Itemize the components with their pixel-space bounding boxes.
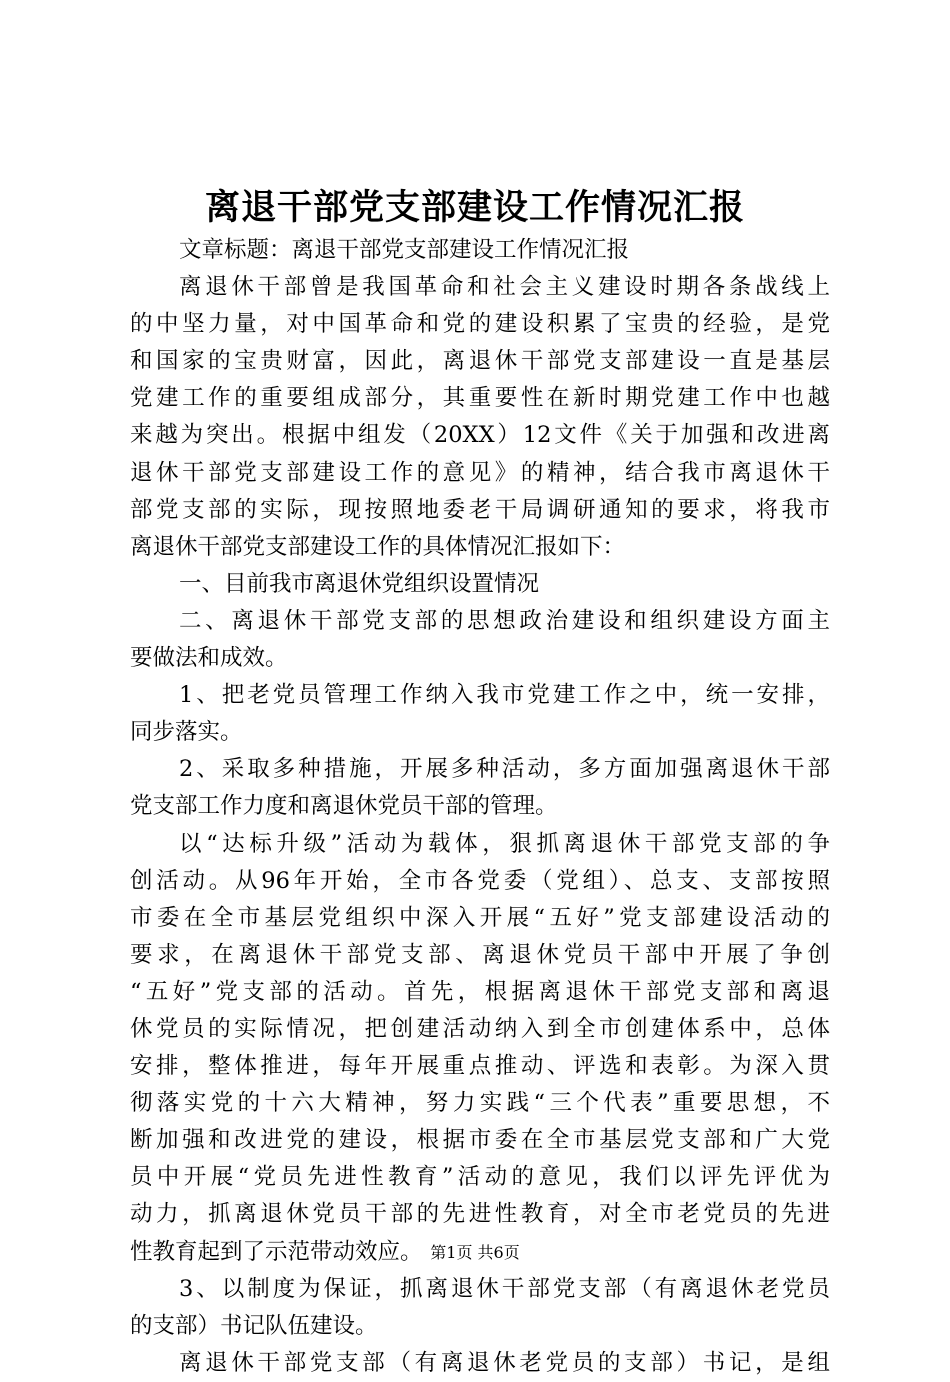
body-line: 党支部工作力度和离退休党员干部的管理。	[130, 793, 558, 820]
body-line: 彻落实党的十六大精神，努力实践“三个代表”重要思想，不	[130, 1090, 830, 1117]
body-line: 和国家的宝贵财富，因此，离退休干部党支部建设一直是基层	[130, 348, 830, 375]
body-line: 创活动。从96年开始，全市各党委（党组）、总支、支部按照	[130, 867, 830, 894]
body-line: 同步落实。	[130, 719, 243, 746]
body-line: “五好”党支部的活动。首先，根据离退休干部党支部和离退	[130, 978, 830, 1005]
body-line: 二、离退休干部党支部的思想政治建设和组织建设方面主	[179, 607, 830, 634]
body-line: 部党支部的实际，现按照地委老干局调研通知的要求，将我市	[130, 496, 830, 523]
body-line: 退休干部党支部建设工作的意见》的精神，结合我市离退休干	[130, 459, 830, 486]
body-line: 3、以制度为保证，抓离退休干部党支部（有离退休老党员	[179, 1275, 830, 1302]
body-line: 离退休干部党支部（有离退休老党员的支部）书记，是组	[179, 1349, 830, 1376]
body-line: 的中坚力量，对中国革命和党的建设积累了宝贵的经验，是党	[130, 311, 830, 338]
body-line: 的支部）书记队伍建设。	[130, 1312, 378, 1339]
body-line: 2、采取多种措施，开展多种活动，多方面加强离退休干部	[179, 756, 830, 783]
body-line: 离退休干部党支部建设工作的具体情况汇报如下：	[130, 533, 626, 560]
body-line: 安排，整体推进，每年开展重点推动、评选和表彰。为深入贯	[130, 1053, 830, 1080]
body-line: 动力，抓离退休党员干部的先进性教育，对全市老党员的先进	[130, 1201, 830, 1228]
body-line: 以“达标升级”活动为载体，狠抓离退休干部党支部的争	[179, 830, 830, 857]
body-line: 1、把老党员管理工作纳入我市党建工作之中，统一安排，	[179, 682, 830, 709]
body-line: 性教育起到了示范带动效应。	[130, 1238, 423, 1265]
document-body	[130, 232, 830, 1382]
body-line: 党建工作的重要组成部分，其重要性在新时期党建工作中也越	[130, 385, 830, 412]
body-line: 休党员的实际情况，把创建活动纳入到全市创建体系中，总体	[130, 1015, 830, 1042]
body-line: 断加强和改进党的建设，根据市委在全市基层党支部和广大党	[130, 1127, 830, 1154]
body-line: 要做法和成效。	[130, 645, 288, 672]
body-line: 市委在全市基层党组织中深入开展“五好”党支部建设活动的	[130, 904, 830, 931]
body-line: 一、目前我市离退休党组织设置情况	[179, 570, 540, 597]
body-line: 文章标题：离退干部党支部建设工作情况汇报	[179, 237, 630, 263]
body-line: 员中开展“党员先进性教育”活动的意见，我们以评先评优为	[130, 1164, 830, 1191]
body-line: 要求，在离退休干部党支部、离退休党员干部中开展了争创	[130, 941, 830, 968]
body-line: 离退休干部曾是我国革命和社会主义建设时期各条战线上	[179, 274, 830, 301]
page-footer: 第1页 共6页	[430, 1243, 520, 1262]
document-title: 离退干部党支部建设工作情况汇报	[204, 187, 745, 228]
body-line: 来越为突出。根据中组发（20XX）12文件《关于加强和改进离	[130, 422, 830, 449]
